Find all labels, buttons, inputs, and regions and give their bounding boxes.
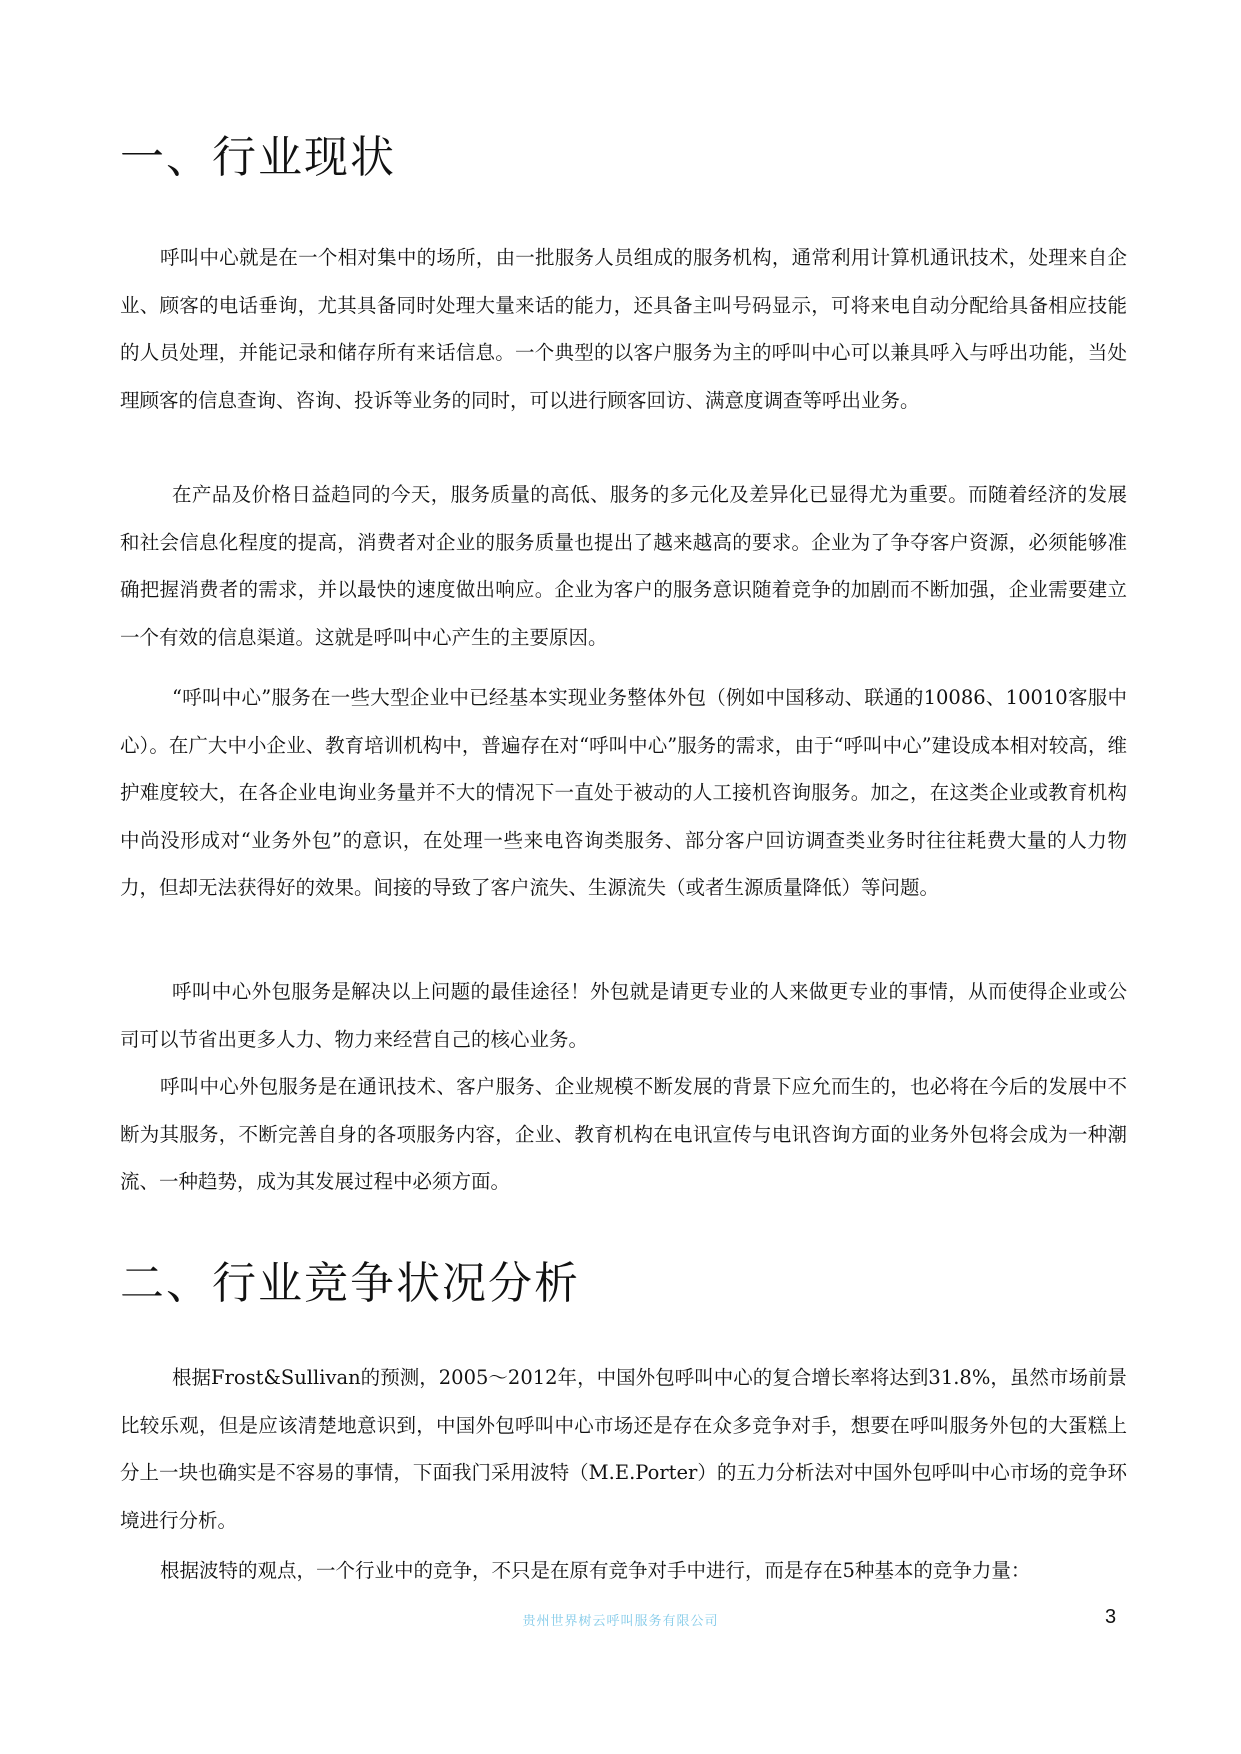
paragraph: 呼叫中心外包服务是解决以上问题的最佳途径！外包就是请更专业的人来做更专业的事情，从而使得企业或公司可以节省出更多人力、物力来经营自己的核心业务。 — [120, 980, 1127, 1051]
page-number: 3 — [1105, 1606, 1117, 1628]
paragraph: 呼叫中心就是在一个相对集中的场所，由一批服务人员组成的服务机构，通常利用计算机通讯技术，处理来自企业、顾客的电话垂询，尤其具备同时处理大量来话的能力，还具备主叫号码显示，可将来电自动分配给具备相应技能的人员处理，并能记录和储存所有来话信息。一个典型的以客户服务为主的呼叫中心可以兼具呼入与呼出功能，当处理顾客的信息查询、咨询、投诉等业务的同时，可以进行顾客回访、满意度调查等呼出业务。 — [120, 246, 1127, 412]
footer-company-name: 贵州世界树云呼叫服务有限公司 — [522, 1614, 719, 1629]
paragraph: 根据Frost&Sullivan的预测，2005～2012年，中国外包呼叫中心的复合增长率将达到31.8%，虽然市场前景比较乐观，但是应该清楚地意识到，中国外包呼叫中心市场还是存在众多竞争对手，想要在呼叫服务外包的大蛋糕上分上一块也确实是不容易的事情，下面我门采用波特（M.E.Porter）的五力分析法对中国外包呼叫中心市场的竞争环境进行分析。 — [120, 1366, 1127, 1532]
section-heading-industry-status: 一、行业现状 — [120, 132, 396, 183]
paragraph: 根据波特的观点，一个行业中的竞争，不只是在原有竞争对手中进行，而是存在5种基本的竞争力量： — [160, 1559, 1031, 1582]
paragraph: 呼叫中心外包服务是在通讯技术、客户服务、企业规模不断发展的背景下应允而生的，也必将在今后的发展中不断为其服务，不断完善自身的各项服务内容，企业、教育机构在电讯宣传与电讯咨询方面的业务外包将会成为一种潮流、一种趋势，成为其发展过程中必须方面。 — [120, 1075, 1127, 1193]
paragraph: 在产品及价格日益趋同的今天，服务质量的高低、服务的多元化及差异化已显得尤为重要。而随着经济的发展和社会信息化程度的提高，消费者对企业的服务质量也提出了越来越高的要求。企业为了争夺客户资源，必须能够准确把握消费者的需求，并以最快的速度做出响应。企业为客户的服务意识随着竞争的加剧而不断加强，企业需要建立一个有效的信息渠道。这就是呼叫中心产生的主要原因。 — [120, 483, 1127, 649]
section-heading-competition-analysis: 二、行业竞争状况分析 — [120, 1258, 580, 1309]
paragraph: “呼叫中心”服务在一些大型企业中已经基本实现业务整体外包（例如中国移动、联通的10086、10010客服中心）。在广大中小企业、教育培训机构中，普遍存在对“呼叫中心”服务的需求，由于“呼叫中心”建设成本相对较高，维护难度较大，在各企业电询业务量并不大的情况下一直处于被动的人工接机咨询服务。加之，在这类企业或教育机构中尚没形成对“业务外包”的意识，在处理一些来电咨询类服务、部分客户回访调查类业务时往往耗费大量的人力物力，但却无法获得好的效果。间接的导致了客户流失、生源流失（或者生源质量降低）等问题。 — [120, 686, 1127, 899]
